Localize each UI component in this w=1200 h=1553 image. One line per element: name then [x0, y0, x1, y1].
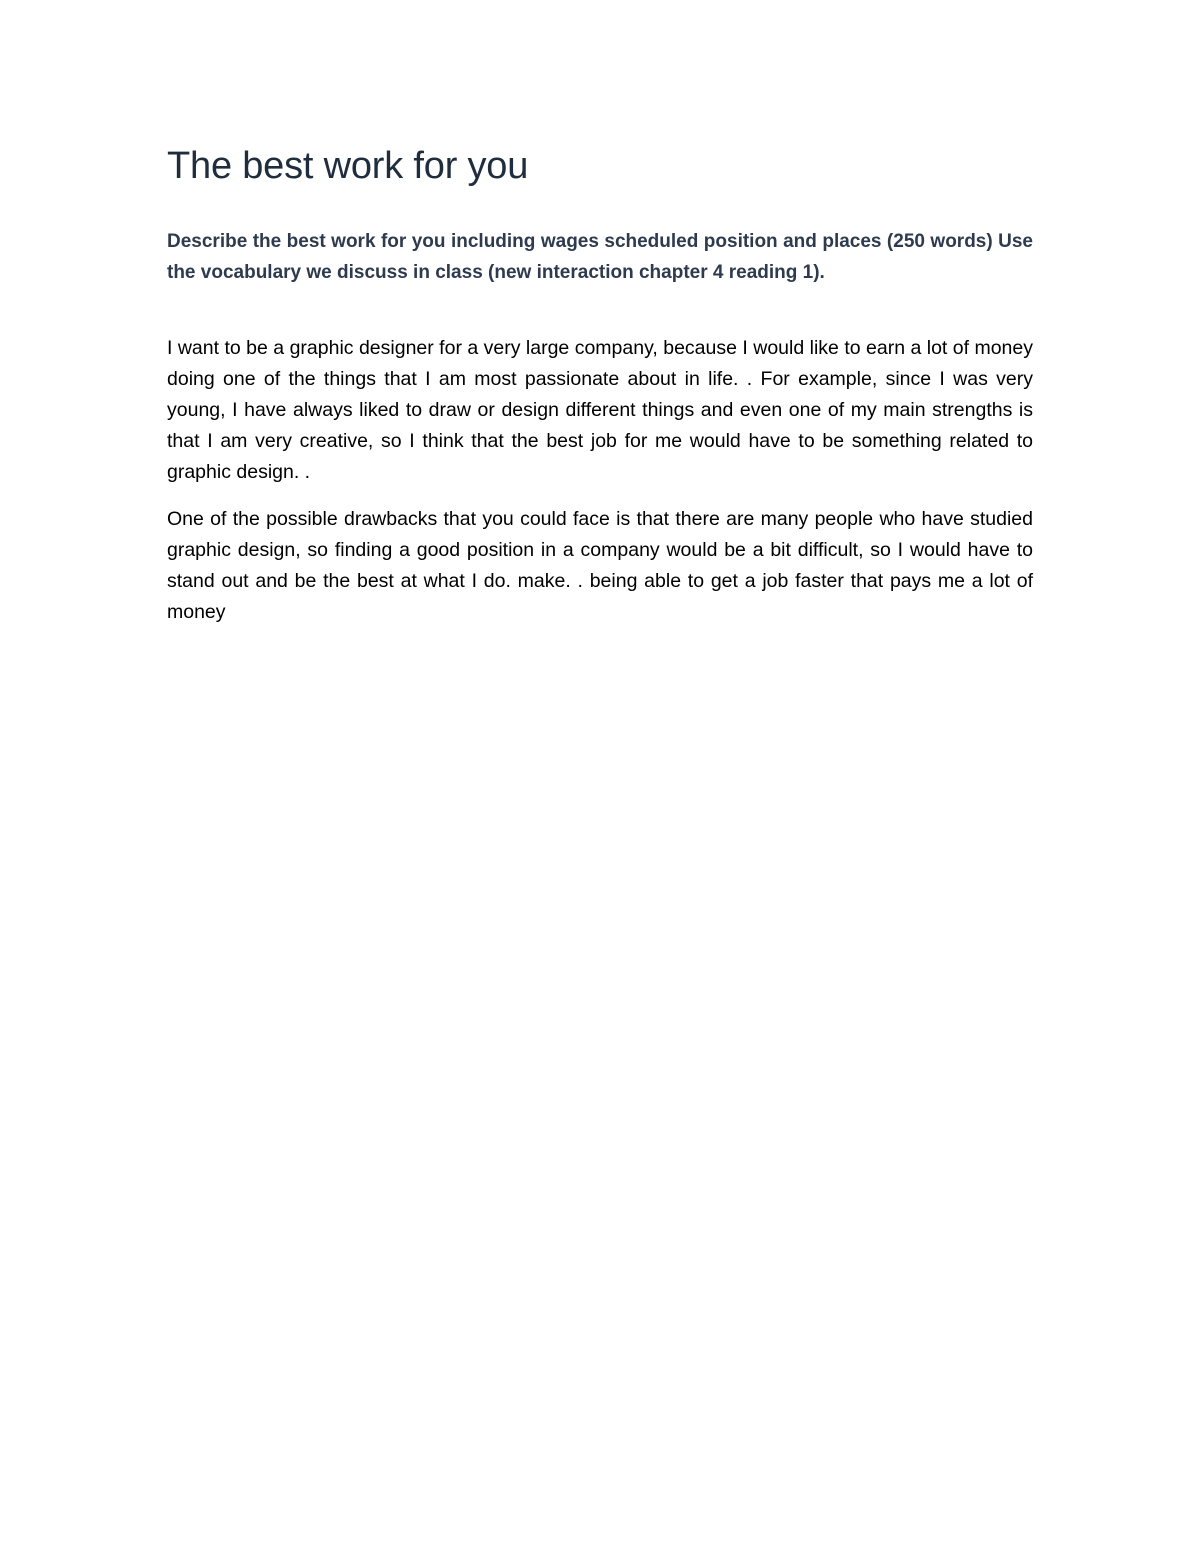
answer-paragraph-1: I want to be a graphic designer for a very large company, because I would like to earn a lot of money doing one of the things that I am most passionate about in life. . For example, since I was very young, I have always liked to draw or design different things and even one of my main strengths is that I am very creative, so I think that the best job for me would have to be something related to graphic design. . — [167, 337, 1033, 483]
document-title: The best work for you — [167, 145, 529, 187]
answer-paragraph-2: One of the possible drawbacks that you could face is that there are many people who have studied graphic design, so finding a good position in a company would be a bit difficult, so I would have to stand out and be the best at what I do. make. . being able to get a job faster that pays me a lot of money — [167, 508, 1033, 623]
assignment-prompt: Describe the best work for you including wages scheduled position and places (250 words) Use the vocabulary we discuss in class (new interaction chapter 4 reading 1). — [167, 231, 1033, 283]
document-content — [167, 140, 1033, 628]
